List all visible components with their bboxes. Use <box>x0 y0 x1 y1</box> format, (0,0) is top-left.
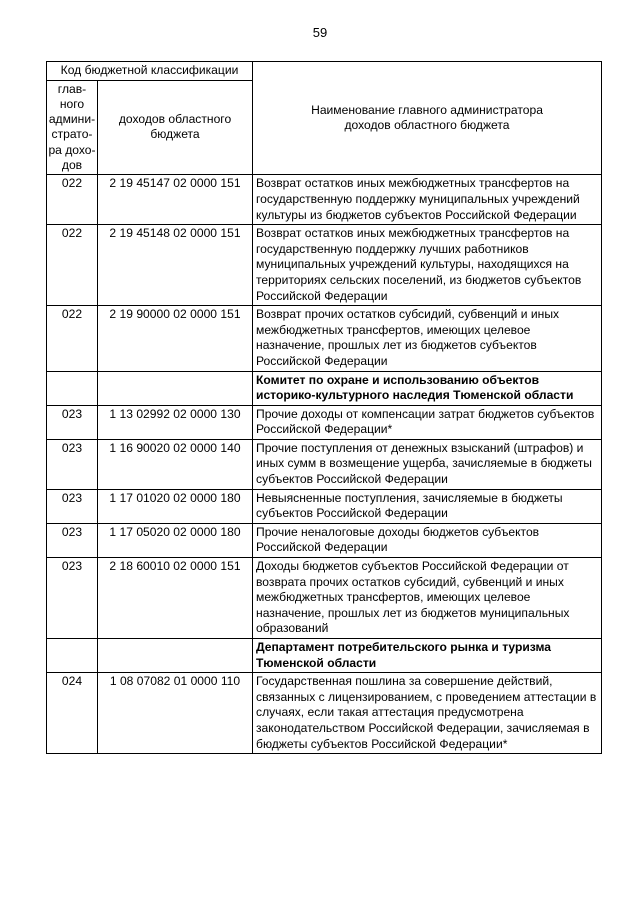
admin-code-cell: 023 <box>47 489 98 523</box>
revenue-name-cell: Возврат остатков иных межбюджетных трансфертов на государственную поддержку лучших работников муниципальных учреждений культуры, находящихся на территориях сельских поселений, из бюджетов субъектов Российской Федерации <box>253 225 602 306</box>
revenue-name-cell: Комитет по охране и использованию объектов историко-культурного наследия Тюменской области <box>253 371 602 405</box>
revenue-name-cell: Государственная пошлина за совершение действий, связанных с лицензированием, с проведением аттестации в случаях, если такая аттестация предусмотрена законодательством Российской Федерации, зачисляемая в бюджеты субъектов Российской Федерации* <box>253 673 602 754</box>
admin-code-cell <box>47 371 98 405</box>
revenue-code-cell: 2 19 90000 02 0000 151 <box>98 306 253 371</box>
revenue-code-cell: 2 18 60010 02 0000 151 <box>98 558 253 639</box>
revenue-code-cell: 1 08 07082 01 0000 110 <box>98 673 253 754</box>
table-row <box>47 489 602 523</box>
admin-code-cell: 022 <box>47 225 98 306</box>
budget-classification-table <box>46 61 602 754</box>
revenue-code-cell <box>98 371 253 405</box>
admin-code-cell: 024 <box>47 673 98 754</box>
table-row <box>47 439 602 489</box>
table-body <box>47 175 602 754</box>
admin-code-cell: 023 <box>47 523 98 557</box>
admin-code-cell <box>47 639 98 673</box>
header-classification: Код бюджетной классификации <box>47 62 253 81</box>
table-row <box>47 405 602 439</box>
table-row <box>47 558 602 639</box>
section-row <box>47 371 602 405</box>
revenue-name-cell: Невыясненные поступления, зачисляемые в бюджеты субъектов Российской Федерации <box>253 489 602 523</box>
revenue-name-cell: Департамент потребительского рынка и туризма Тюменской области <box>253 639 602 673</box>
revenue-code-cell: 1 13 02992 02 0000 130 <box>98 405 253 439</box>
table-row <box>47 306 602 371</box>
admin-code-cell: 022 <box>47 175 98 225</box>
revenue-name-cell: Возврат прочих остатков субсидий, субвенций и иных межбюджетных трансфертов, имеющих целевое назначение, прошлых лет из бюджетов субъектов Российской Федерации <box>253 306 602 371</box>
header-code: доходов областного бюджета <box>98 80 253 175</box>
admin-code-cell: 023 <box>47 558 98 639</box>
admin-code-cell: 023 <box>47 439 98 489</box>
revenue-name-cell: Возврат остатков иных межбюджетных трансфертов на государственную поддержку муниципальных учреждений культуры из бюджетов субъектов Российской Федерации <box>253 175 602 225</box>
revenue-code-cell: 2 19 45148 02 0000 151 <box>98 225 253 306</box>
revenue-code-cell <box>98 639 253 673</box>
revenue-code-cell: 1 17 01020 02 0000 180 <box>98 489 253 523</box>
revenue-name-cell: Прочие неналоговые доходы бюджетов субъектов Российской Федерации <box>253 523 602 557</box>
header-admin: глав- ного админи- страто- ра дохо- дов <box>47 80 98 175</box>
revenue-code-cell: 1 16 90020 02 0000 140 <box>98 439 253 489</box>
revenue-name-cell: Прочие доходы от компенсации затрат бюджетов субъектов Российской Федерации* <box>253 405 602 439</box>
table-row <box>47 175 602 225</box>
revenue-code-cell: 2 19 45147 02 0000 151 <box>98 175 253 225</box>
table-row <box>47 673 602 754</box>
admin-code-cell: 023 <box>47 405 98 439</box>
revenue-code-cell: 1 17 05020 02 0000 180 <box>98 523 253 557</box>
admin-code-cell: 022 <box>47 306 98 371</box>
revenue-name-cell: Прочие поступления от денежных взысканий (штрафов) и иных сумм в возмещение ущерба, зачисляемые в бюджеты субъектов Российской Федерации <box>253 439 602 489</box>
header-name: Наименование главного администратора доходов областного бюджета <box>253 62 602 175</box>
table-row <box>47 523 602 557</box>
section-row <box>47 639 602 673</box>
table-row <box>47 225 602 306</box>
page-number: 59 <box>312 25 328 40</box>
revenue-name-cell: Доходы бюджетов субъектов Российской Федерации от возврата прочих остатков субсидий, субвенций и иных межбюджетных трансфертов, имеющих целевое назначение, прошлых лет из бюджетов муниципальных образований <box>253 558 602 639</box>
